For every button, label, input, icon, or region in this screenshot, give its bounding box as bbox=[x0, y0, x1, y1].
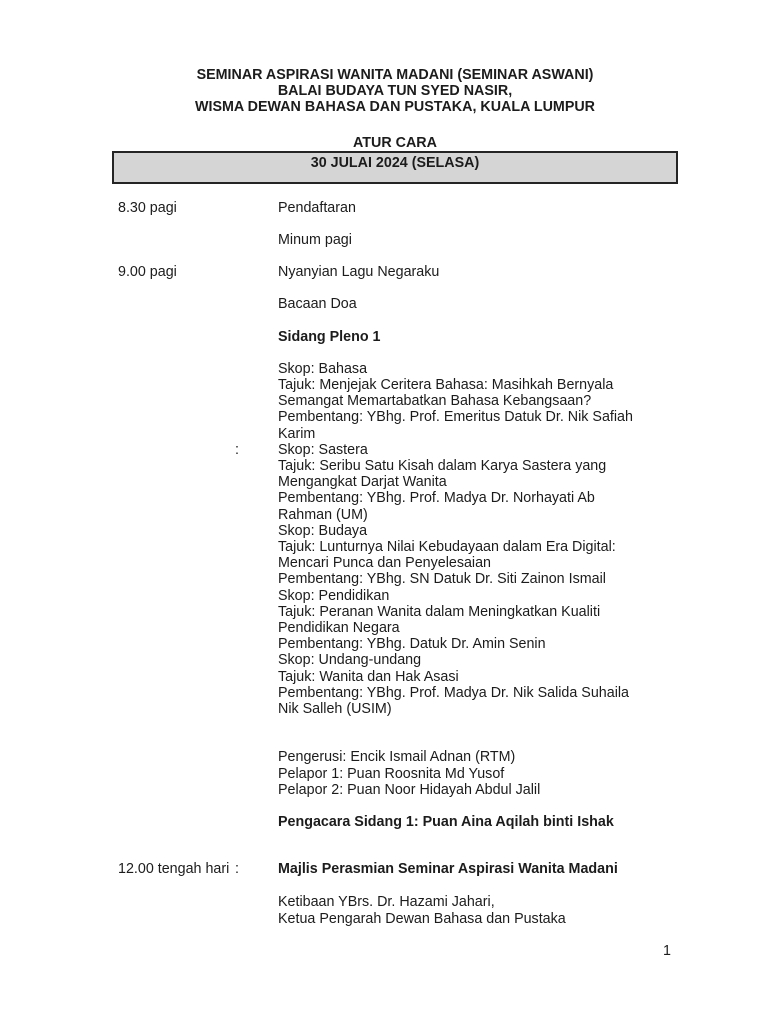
session-detail-line: Mencari Punca dan Penyelesaian bbox=[278, 555, 492, 572]
colon-cell bbox=[235, 361, 278, 458]
agenda-heading: ATUR CARA bbox=[353, 134, 437, 151]
document-title bbox=[112, 67, 678, 116]
session-detail-line: Tajuk: Lunturnya Nilai Kebudayaan dalam Era Digital: bbox=[278, 539, 616, 556]
schedule-row bbox=[118, 329, 768, 345]
time-label: 12.00 tengah hari bbox=[118, 861, 230, 878]
colon-separator: : bbox=[235, 441, 239, 458]
session-heading: Sidang Pleno 1 bbox=[278, 328, 381, 345]
session-detail-line: Karim bbox=[278, 425, 316, 442]
session-detail-line: Semangat Memartabatkan Bahasa Kebangsaan? bbox=[278, 393, 592, 410]
session-detail-line: Pembentang: YBhg. Prof. Emeritus Datuk Dr. Nik Safiah bbox=[278, 409, 633, 426]
schedule bbox=[118, 200, 768, 927]
committee-line: Pelapor 2: Puan Noor Hidayah Abdul Jalil bbox=[278, 781, 541, 798]
date-banner bbox=[112, 151, 678, 184]
session-detail-line: Rahman (UM) bbox=[278, 506, 368, 523]
session-detail-line: Pembentang: YBhg. Datuk Dr. Amin Senin bbox=[278, 636, 546, 653]
time-label: 8.30 pagi bbox=[118, 199, 177, 216]
schedule-row bbox=[118, 200, 768, 216]
schedule-row bbox=[118, 232, 768, 248]
session-detail-line: Tajuk: Wanita dan Hak Asasi bbox=[278, 668, 459, 685]
session-detail-line: Pendidikan Negara bbox=[278, 620, 400, 637]
session-detail-line: Pembentang: YBhg. Prof. Madya Dr. Norhayati Ab bbox=[278, 490, 595, 507]
session-detail-line: Mengangkat Darjat Wanita bbox=[278, 474, 447, 491]
page-number: 1 bbox=[663, 943, 671, 959]
colon-separator: : bbox=[235, 861, 239, 878]
activity-text: Nyanyian Lagu Negaraku bbox=[278, 264, 440, 281]
committee-line: Pengerusi: Encik Ismail Adnan (RTM) bbox=[278, 749, 516, 766]
session-detail-line: Tajuk: Seribu Satu Kisah dalam Karya Sastera yang bbox=[278, 458, 607, 475]
session-detail-line: Skop: Bahasa bbox=[278, 360, 368, 377]
session-detail-line: Skop: Pendidikan bbox=[278, 587, 390, 604]
session-detail-line: Skop: Undang-undang bbox=[278, 652, 422, 669]
emcee-line: Pengacara Sidang 1: Puan Aina Aqilah binti Ishak bbox=[278, 813, 614, 830]
time-label: 9.00 pagi bbox=[118, 264, 177, 281]
document-title-line: BALAI BUDAYA TUN SYED NASIR, bbox=[277, 83, 513, 100]
emcee-row bbox=[118, 814, 768, 830]
committee-list bbox=[278, 749, 540, 798]
committee-line: Pelapor 1: Puan Roosnita Md Yusof bbox=[278, 765, 505, 782]
session-detail-line: Skop: Budaya bbox=[278, 522, 368, 539]
session-detail-line: Tajuk: Menjejak Ceritera Bahasa: Masihkah Bernyala bbox=[278, 377, 614, 394]
date-banner-text: 30 JULAI 2024 (SELASA) bbox=[310, 154, 480, 171]
session-detail-line: Skop: Sastera bbox=[278, 441, 368, 458]
opening-ceremony-title: Majlis Perasmian Seminar Aspirasi Wanita Madani bbox=[278, 861, 618, 878]
committee-row bbox=[118, 749, 768, 798]
activity-text: Bacaan Doa bbox=[278, 296, 357, 313]
schedule-row bbox=[118, 264, 768, 280]
session-detail-line: Pembentang: YBhg. Prof. Madya Dr. Nik Salida Suhaila bbox=[278, 684, 629, 701]
arrival-row bbox=[118, 894, 768, 926]
opening-ceremony-row bbox=[118, 861, 768, 877]
session-detail-line: Pembentang: YBhg. SN Datuk Dr. Siti Zainon Ismail bbox=[278, 571, 606, 588]
arrival-details bbox=[278, 894, 566, 926]
activity-text: Pendaftaran bbox=[278, 199, 356, 216]
arrival-line: Ketua Pengarah Dewan Bahasa dan Pustaka bbox=[278, 910, 566, 927]
pleno-session-details bbox=[278, 361, 633, 717]
session-detail-line: Nik Salleh (USIM) bbox=[278, 701, 392, 718]
pleno-session-row bbox=[118, 361, 768, 717]
document-title-line: SEMINAR ASPIRASI WANITA MADANI (SEMINAR ASWANI) bbox=[196, 67, 594, 83]
activity-text: Minum pagi bbox=[278, 232, 352, 249]
session-detail-line: Tajuk: Peranan Wanita dalam Meningkatkan Kualiti bbox=[278, 603, 601, 620]
document-title-line: WISMA DEWAN BAHASA DAN PUSTAKA, KUALA LUMPUR bbox=[194, 99, 596, 116]
document-header bbox=[112, 0, 678, 184]
arrival-line: Ketibaan YBrs. Dr. Hazami Jahari, bbox=[278, 894, 495, 911]
schedule-row bbox=[118, 296, 768, 312]
